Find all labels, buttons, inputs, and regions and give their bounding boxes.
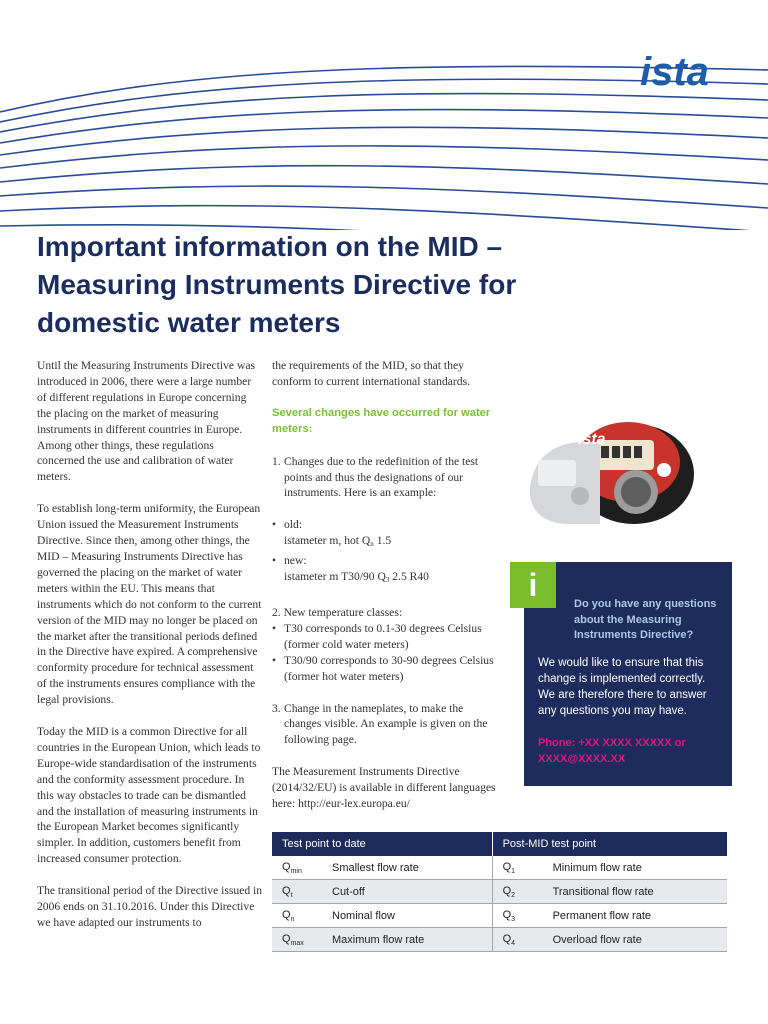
designation-list <box>272 517 502 589</box>
item-number: 1. <box>272 454 281 468</box>
table-row <box>272 904 727 928</box>
table-header-row <box>272 832 727 856</box>
paragraph-requirements: the requirements of the MID, so that they conform to current international standards. <box>272 359 470 388</box>
new-label: Permanent flow rate <box>553 904 727 928</box>
info-icon: i <box>510 562 556 608</box>
new-subscript: 3 <box>385 576 390 585</box>
ista-logo <box>640 52 732 92</box>
logo-text: ista <box>640 52 709 92</box>
change-item-2: 2. New temperature classes: <box>272 605 403 619</box>
changes-heading: Several changes have occurred for water meters: <box>272 406 491 435</box>
new-tail: 2.5 R40 <box>389 570 429 584</box>
info-question: Do you have any questions about the Measuring Instruments Directive? <box>574 598 717 642</box>
new-symbol: $Q_4$ <box>492 928 553 952</box>
new-symbol: $Q_1$ <box>492 856 553 880</box>
header-right: Post-MID test point <box>492 832 727 856</box>
paragraph-transitional: The transitional period of the Directive issued in 2006 ends on 31.10.2016. Under this Directive we have adapted our instruments to <box>37 884 263 929</box>
item-text: Changes due to the redefinition of the test points and thus the designations of our instruments. Here is an example: <box>284 454 479 500</box>
new-label: Minimum flow rate <box>553 856 727 880</box>
info-contact: Phone: +XX XXXX XXXXX or XXXX@XXXX.XX <box>538 737 686 765</box>
paragraph-uniformity: To establish long-term uniformity, the European Union issued the Measurement Instruments Directive. Since then, among other things, the MID – Measuring Instruments Directive has governed the placing on the market of water meters within the EU. This means that instruments which do not conform to the current version of the MID may no longer be placed on the market after the transitional periods defined in the Directive have expired. A comprehensive conformity procedure for technical assessment of the instruments ensures compliance with the legal provisions. <box>37 502 262 707</box>
old-label: Nominal flow <box>332 904 492 928</box>
old-symbol: $Q_{max}$ <box>272 928 332 952</box>
new-label: Overload flow rate <box>553 928 727 952</box>
old-subscript: n <box>370 540 374 549</box>
old-symbol: $Q_{min}$ <box>272 856 332 880</box>
change-item-1 <box>272 454 502 502</box>
new-symbol: $Q_3$ <box>492 904 553 928</box>
test-point-table <box>272 832 727 952</box>
page-title: Important information on the MID – Measuring Instruments Directive for domestic water meters <box>37 231 517 338</box>
item-number: 3. <box>272 701 281 715</box>
new-value: istameter m T30/90 Q <box>284 570 386 584</box>
paragraph-intro: Until the Measuring Instruments Directive was introduced in 2006, there were a large number of different regulations in Europe concerning the placing on the market of measuring instruments in different countries in Europe. Among other things, these regulations concerned the use and calibration of water meters. <box>37 359 255 484</box>
new-label: Transitional flow rate <box>553 880 727 904</box>
old-value: istameter m, hot Q <box>284 534 371 548</box>
new-label: new: <box>284 554 307 568</box>
old-symbol: $Q_t$ <box>272 880 332 904</box>
item-text: Change in the nameplates, to make the changes visible. An example is given on the following page. <box>284 701 488 747</box>
header-left: Test point to date <box>272 832 492 856</box>
old-label: Maximum flow rate <box>332 928 492 952</box>
column-middle <box>272 358 502 828</box>
svg-text:ista: ista <box>578 431 606 448</box>
temperature-class-t3090: • T30/90 corresponds to 30-90 degrees Celsius (former hot water meters) <box>272 653 502 685</box>
column-left <box>37 358 263 947</box>
decorative-waves <box>0 0 768 230</box>
old-symbol: $Q_n$ <box>272 904 332 928</box>
new-designation <box>272 553 502 589</box>
temperature-class-t30: • T30 corresponds to 0.1-30 degrees Celsius (former cold water meters) <box>272 621 502 653</box>
change-item-3 <box>272 701 502 749</box>
paragraph-common-directive: Today the MID is a common Directive for all countries in the European Union, which leads to Europe-wide standardisation of the instruments and the conformity assessment procedure. In this way obstacles to trade can be dismantled and the installation of measuring instruments in the European Market becomes significantly simpler. In addition, customers benefit from increased consumer protection. <box>37 725 261 866</box>
old-label: Smallest flow rate <box>332 856 492 880</box>
old-tail: 1.5 <box>373 534 392 548</box>
info-body: We would like to ensure that this change is implemented correctly. We are therefore there to answer any questions you may have. <box>538 657 707 717</box>
old-label: old: <box>284 518 303 532</box>
old-label: Cut-off <box>332 880 492 904</box>
table-row <box>272 928 727 952</box>
water-meter-image <box>528 412 696 524</box>
table-row <box>272 856 727 880</box>
temperature-list <box>272 621 502 685</box>
paragraph-directive-link: The Measurement Instruments Directive (2014/32/EU) is available in different languages here: http://eur-lex.europa.eu/ <box>272 765 496 811</box>
old-designation <box>272 517 502 553</box>
table-row <box>272 880 727 904</box>
new-symbol: $Q_2$ <box>492 880 553 904</box>
